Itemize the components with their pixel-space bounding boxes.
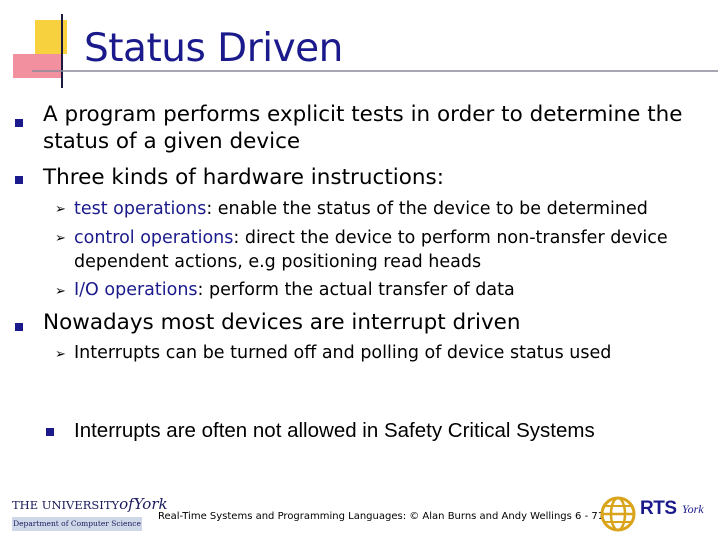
globe-icon [598,494,638,534]
department-name: Department of Computer Science [12,517,142,531]
university-line: THE UNIVERSITY [12,498,120,512]
sub-bullet-polling: Interrupts can be turned off and polling of device status used [74,343,612,363]
bullet-square [15,176,23,184]
university-of: of [119,495,134,513]
bullet-safety-critical: Interrupts are often not allowed in Safety Critical Systems [74,419,595,442]
arrow-bullet-icon: ➢ [55,347,66,362]
sub-bullet-control-operations [74,226,704,274]
bullet-program-tests: A program performs explicit tests in order to determine the status of a given device [43,102,683,154]
term-io-operations: I/O operations [74,280,198,300]
slide-title: Status Driven [84,26,343,71]
footer-citation: Real-Time Systems and Programming Languages: © Alan Burns and Andy Wellings 6 - 71 [158,511,605,522]
university-name [12,495,168,513]
bullet-interrupt-driven: Nowadays most devices are interrupt driven [43,310,521,335]
sub-bullet-test-operations [74,197,704,221]
term-test-operations: test operations [74,199,207,219]
rts-york-label: York [682,502,704,516]
sub-bullet-text: : direct the device to perform non-transfer device dependent actions, e.g positioning read heads [74,228,668,272]
bullet-square [46,428,54,436]
sub-bullet-text: : perform the actual transfer of data [197,280,515,300]
bullet-square [15,119,23,127]
arrow-bullet-icon: ➢ [55,284,66,299]
university-york: York [133,495,168,513]
bullet-square [15,323,23,331]
sub-bullet-text: : enable the status of the device to be determined [206,199,648,219]
rts-label: RTS [640,498,677,519]
arrow-bullet-icon: ➢ [55,231,66,246]
sub-bullet-io-operations [74,278,704,302]
university-of-york-logo [8,489,168,535]
term-control-operations: control operations [74,228,234,248]
deco-red-square [13,54,62,78]
rts-york-logo [598,494,716,536]
arrow-bullet-icon: ➢ [55,202,66,217]
bullet-hardware-instructions: Three kinds of hardware instructions: [43,165,444,190]
